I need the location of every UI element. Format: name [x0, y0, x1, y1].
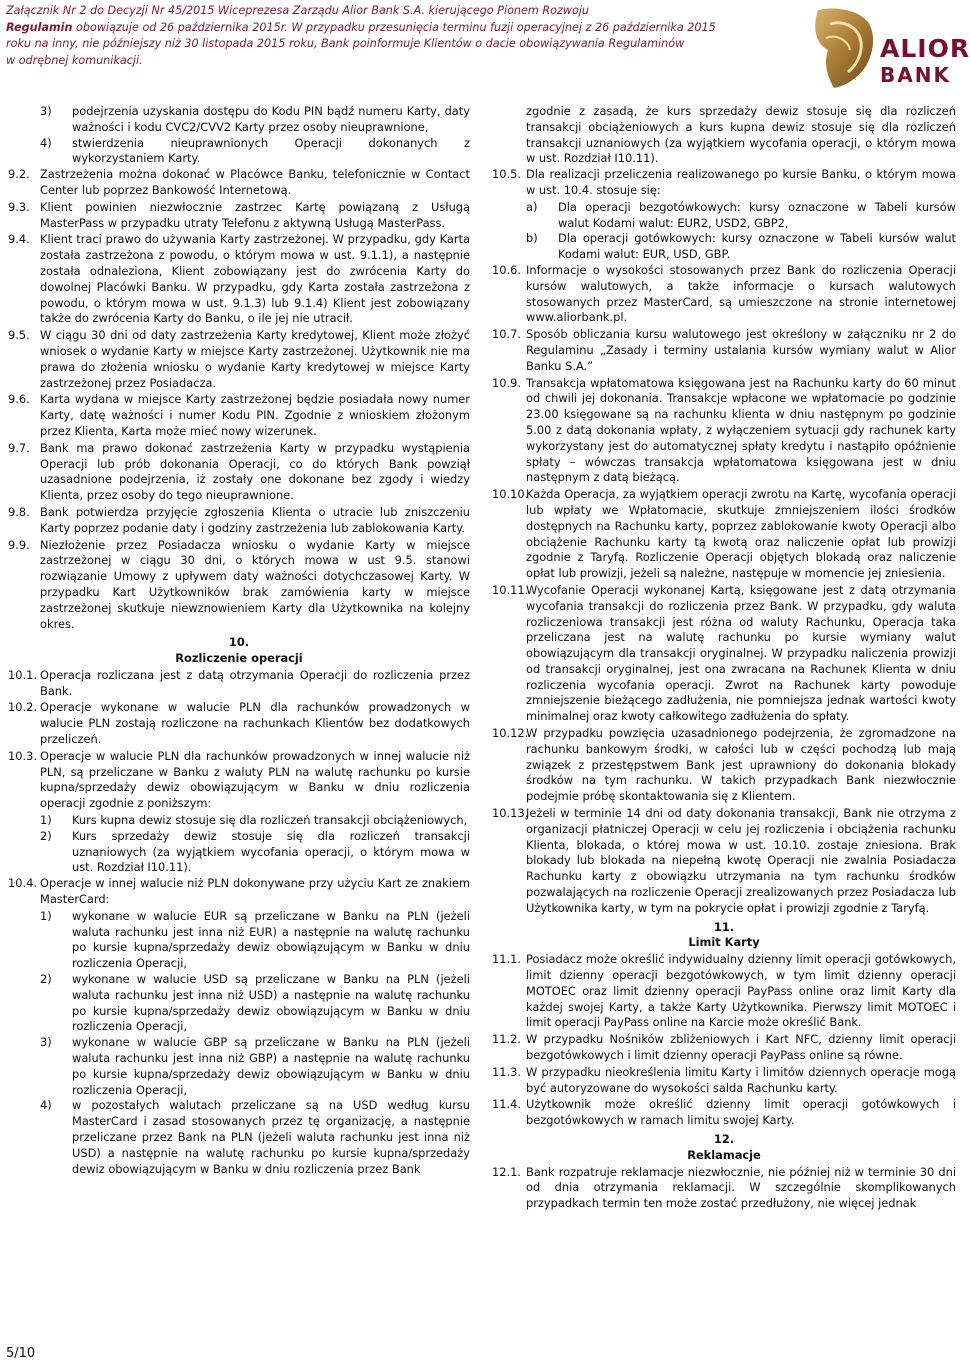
paragraph-number: 9.8. [8, 504, 30, 519]
list-item-number: 1) [40, 813, 52, 828]
paragraph-text: Klient traci prawo do używania Karty zastrzeżonej. W przypadku, gdy Karta została zastrzeżona z powodu, o którym mowa w ust. 9.1.1), a następnie została odnaleziona, Klient zobowiązany jest do zwrócenia Karty do dowolnej Placówki Banku. W przypadku, gdy Karta została zastrzeżona z powodu, o którym mowa w ust. 9.1.3) lub 9.1.4) Klient jest zobowiązany także do zwrócenia Karty do Banku, o ile jej nie utracił. [40, 232, 470, 326]
paragraph-number: 10.4. [8, 876, 37, 891]
header-line-1: Załącznik Nr 2 do Decyzji Nr 45/2015 Wiceprezesa Zarządu Alior Bank S.A. kierującego Pionem Rozwoju [6, 4, 590, 17]
section-title: Reklamacje [687, 1147, 761, 1162]
section-number: 12. [713, 1132, 735, 1146]
left-column [8, 104, 470, 1177]
paragraph-number: 9.7. [8, 440, 30, 455]
paragraph-number: 11.2. [492, 1032, 521, 1047]
paragraph-text: Każda Operacja, za wyjątkiem operacji zwrotu na Kartę, wycofania operacji lub wpłaty we Wpłatomacie, skutkuje zmniejszeniem ilości środków dostępnych na Rachunku karty, poprzez zablokowanie kwoty Operacji albo obciążenie Rachunku karty tą kwotą oraz naliczenie opłat lub prowizji zgodnie z Taryfą. Rozliczenie Operacji objętych blokadą oraz naliczenie opłat lub prowizji, jeżeli są należne, następuje w momencie jej zniesienia. [526, 487, 956, 581]
paragraph [492, 327, 956, 374]
paragraph [8, 749, 470, 812]
list-item-number: 3) [40, 1035, 52, 1050]
paragraph [8, 232, 470, 327]
paragraph-text: Wycofanie Operacji wykonanej Kartą, księgowane jest z datą otrzymania wycofania transakcji do rozliczenia przez Bank. W przypadku, gdy waluta rozliczeniowa transakcji jest różna od waluty Rachunku, Operacja taka przeliczana jest na walutę rachunku po kursie wymiany walut obowiązującym dla transakcji oryginalnej. W przypadku naliczenia prowizji od transakcji oryginalnej, jest ona zwracana na Rachunek Klienta w dniu rozliczenia wycofania operacji. Zwrot na Rachunek karty powoduje zmniejszenie bieżącego zadłużenia, nie pomniejsza jednak wartości kwoty minimalnej oraz kwoty całkowitego zadłużenia do spłaty. [526, 582, 956, 724]
list-item-text: podejrzenia uzyskania dostępu do Kodu PIN bądź numeru Karty, daty ważności i kodu CVC2/CVV2 Karty przez osoby nieuprawnione, [72, 104, 470, 134]
paragraph-number: 10.2. [8, 700, 37, 715]
paragraph [492, 583, 956, 725]
list-item-text: wykonane w walucie USD są przeliczane w Banku na PLN (jeżeli waluta rachunku jest inna niż USD) a następnie na walutę rachunku po kursie kupna/sprzedaży dewiz obowiązującym w Banku w dniu rozliczenia Operacji, [72, 972, 470, 1034]
alior-bank-logo [798, 0, 970, 96]
header-line-2-bold: Regulamin [6, 20, 73, 34]
paragraph-text: Transakcja wpłatomatowa księgowana jest na Rachunku karty do 60 minut od chwili jej dokonania. Transakcje wpłacone we wpłatomacie po godzinie 23.00 księgowane są na rachunku klienta w dniu następnym po godzinie 5.00 z datą dokonania wpłaty, z wyłączeniem sytuacji gdy rachunek karty wykorzystany jest do automatycznej spłaty kredytu i nastąpiło opóźnienie spłaty – wówczas transakcja wpłatomatowa księgowana jest w dniu następnym z datą bieżącą. [526, 375, 956, 485]
paragraph-number: 11.3. [492, 1064, 521, 1079]
section-heading-12 [492, 1132, 956, 1164]
paragraph [8, 328, 470, 391]
paragraph [8, 167, 470, 199]
paragraph-text: Posiadacz może określić indywidualny dzienny limit operacji gotówkowych, limit dzienny operacji bezgotówkowych, w tym limit dzienny operacji MOTOEC oraz limit dzienny operacji PayPass online oraz limit Karty dla każdej swojej Karty, a także Karty Użytkownika. Pierwszy limit MOTOEC i limit operacji PayPass online na Karcie może określić Bank. [526, 952, 956, 1030]
paragraph-text: W przypadku powzięcia uzasadnionego podejrzenia, że zgromadzone na rachunku bankowym środki, w całości lub w części pochodzą lub mają związek z przestępstwem Bank jest uprawniony do dokonania blokady środków na tym rachunku. W takich przypadkach Bank niezwłocznie podejmie próbę skontaktowania się z Klientem. [526, 726, 956, 804]
paragraph [492, 263, 956, 326]
paragraph [492, 1165, 956, 1212]
paragraph-number: 10.11. [492, 582, 529, 597]
paragraph-text: Dla realizacji przeliczenia realizowanego po kursie Banku, o którym mowa w ust. 10.4. stosuje się: [526, 167, 956, 197]
paragraph-text: Bank potwierdza przyjęcie zgłoszenia Klienta o utracie lub zniszczeniu Karty poprzez podanie daty i godziny zastrzeżenia lub zablokowania Karty. [40, 504, 470, 535]
section-heading-10 [8, 635, 470, 667]
alior-emblem-icon [806, 4, 880, 90]
paragraph-number: 9.6. [8, 392, 30, 407]
paragraph-number: 9.9. [8, 537, 30, 552]
logo-word-alior: ALIOR [880, 34, 970, 63]
paragraph [8, 700, 470, 747]
paragraph-number: 10.13. [492, 806, 529, 821]
paragraph-number: 9.5. [8, 328, 30, 343]
right-column [492, 104, 956, 1213]
list-item [8, 1098, 470, 1177]
list-item-number: 4) [40, 135, 52, 150]
list-item [8, 909, 470, 972]
paragraph [492, 1032, 956, 1064]
list-item-number: b) [526, 231, 538, 246]
paragraph-text: Sposób obliczania kursu walutowego jest określony w załączniku nr 2 do Regulaminu „Zasady i terminy ustalania kursów wymiany walut w Alior Banku S.A.” [526, 327, 956, 373]
list-item-number: 4) [40, 1098, 52, 1113]
paragraph-text: W przypadku Nośników zbliżeniowych i Kart NFC, dzienny limit operacji bezgotówkowych i limit dzienny operacji PayPass online są równe. [526, 1032, 956, 1063]
list-item-text: wykonane w walucie GBP są przeliczane w Banku na PLN (jeżeli waluta rachunku jest inna niż GBP) a następnie na walutę rachunku po kursie kupna/sprzedaży dewiz obowiązującym w Banku w dniu rozliczenia Operacji, [72, 1035, 470, 1097]
paragraph [8, 392, 470, 439]
list-item [8, 104, 470, 136]
list-item-text: w pozostałych walutach przeliczane są na USD według kursu MasterCard i zasad stosowanych przez tę organizację, a następnie przeliczane przez Bank na PLN (jeżeli waluta rachunku jest inna niż USD) a następnie na walutę rachunku po kursie kupna/sprzedaży dewiz obowiązującym w Banku w dniu rozliczenia przez Bank [72, 1098, 470, 1176]
continuation-text: zgodnie z zasadą, że kurs sprzedaży dewiz stosuje się dla rozliczeń transakcji obciążeniowych a kurs kupna dewiz stosuje się dla rozliczeń transakcji uznaniowych (za wyjątkiem wycofania operacji, o którym mowa w ust. Rozdział I10.11). [526, 104, 956, 166]
paragraph-text: Bank ma prawo dokonać zastrzeżenia Karty w przypadku wystąpienia Operacji lub prób dokonania Operacji, co do których Bank powziął uzasadnione podejrzenia, iż zostały one dokonane bez zgody i wiedzy Klienta, przez osoby do tego nieuprawnione. [40, 440, 470, 503]
section-heading-11 [492, 920, 956, 952]
list-item-text: Dla operacji bezgotówkowych: kursy oznaczone w Tabeli kursów walut Kodami walut: EUR2, USD2, GBP2, [558, 199, 956, 230]
paragraph [8, 200, 470, 232]
paragraph [492, 376, 956, 487]
header-line-3: roku na inny, nie późniejszy niż 30 listopada 2015 roku, Bank poinformuje Klientów o dacie obowiązywania Regulaminów [6, 37, 685, 50]
paragraph-number: 10.10. [492, 487, 529, 502]
list-item-text: Kurs sprzedaży dewiz stosuje się dla rozliczeń transakcji uznaniowych (za wyjątkiem wycofania operacji, o którym mowa w ust. Rozdział I10.11). [72, 828, 470, 875]
paragraph [8, 441, 470, 504]
page-number: 5/10 [6, 1346, 36, 1361]
paragraph [492, 806, 956, 917]
paragraph [492, 1097, 956, 1129]
paragraph [492, 487, 956, 582]
section-title: Limit Karty [688, 935, 760, 950]
logo-word-bank: BANK [880, 63, 951, 87]
header-notice [6, 3, 786, 69]
paragraph-text: Użytkownik może określić dzienny limit operacji gotówkowych i bezgotówkowych w ramach limitu swojej Karty. [526, 1097, 956, 1128]
section-number: 10. [228, 635, 250, 650]
paragraph [492, 726, 956, 805]
paragraph-text: Operacje w walucie PLN dla rachunków prowadzonych w innej walucie niż PLN, są przeliczane w Banku z waluty PLN na walutę rachunku po kursie kupna/sprzedaży dewiz obowiązującym w Banku w dniu rozliczenia operacji zgodnie z poniższym: [40, 748, 470, 811]
paragraph-number: 10.9. [492, 375, 521, 390]
header-line-4: w odrębnej komunikacji. [6, 53, 143, 67]
section-number: 11. [713, 919, 735, 934]
paragraph-text: Bank rozpatruje reklamacje niezwłocznie, nie później niż w terminie 30 dni od dnia otrzymania reklamacji. W szczególnie skomplikowanych przypadkach termin ten może zostać przedłużony, nie więcej jednak [526, 1164, 956, 1211]
paragraph-number: 10.12. [492, 726, 529, 741]
paragraph [8, 668, 470, 700]
page-header [0, 0, 970, 88]
paragraph [8, 505, 470, 537]
paragraph [8, 876, 470, 908]
paragraph-text: Niezłożenie przez Posiadacza wniosku o wydanie Karty w miejsce zastrzeżonej w ciągu 30 dni, o których mowa w ust 9.5. stanowi rozwiązanie Umowy z upływem daty ważności dotychczasowej Karty. W przypadku Kart Użytkowników brak zamówienia karty w miejsce zastrzeżonej skutkuje niewznowieniem Karty dla Użytkownika na kolejny okres. [40, 537, 470, 631]
paragraph-number: 11.1. [492, 952, 521, 967]
paragraph-text: Klient powinien niezwłocznie zastrzec Kartę powiązaną z Usługą MasterPass w przypadku utraty Telefonu z aktywną Usługą MasterPass. [40, 199, 470, 230]
paragraph-text: W przypadku nieokreślenia limitu Karty i limitów dziennych operacje mogą być autoryzowane do wysokości salda Rachunku karty. [526, 1064, 956, 1095]
paragraph-text: Operacja rozliczana jest z datą otrzymania Operacji do rozliczenia przez Bank. [40, 667, 470, 698]
list-item-number: 2) [40, 828, 52, 843]
list-item [492, 200, 956, 232]
paragraph-number: 10.1. [8, 667, 37, 682]
paragraph-number: 11.4. [492, 1097, 521, 1112]
section-title: Rozliczenie operacji [175, 651, 303, 666]
list-item-text: Kurs kupna dewiz stosuje się dla rozliczeń transakcji obciążeniowych, [72, 813, 468, 828]
list-item [8, 1035, 470, 1098]
paragraph-text: Operacje wykonane w walucie PLN dla rachunków prowadzonych w walucie PLN zostają rozliczone na rachunkach Klientów bez dodatkowych przeliczeń. [40, 700, 470, 747]
paragraph-number: 10.7. [492, 327, 521, 342]
paragraph-text: Jeżeli w terminie 14 dni od daty dokonania transakcji, Bank nie otrzyma z organizacji płatniczej Operacji w celu jej rozliczenia i obciążenia rachunku Klienta, blokada, o której mowa w ust. 10.10. zostaje zniesiona. Brak blokady lub blokada na niepełną kwotę Operacji nie zwalnia Posiadacza Rachunku karty z obowiązku utrzymania na tym rachunku środków pozwalających na rozliczenie Operacji zrealizowanych przez Posiadacza lub Użytkownika karty, w tym na pokrycie opłat i prowizji zgodnie z Taryfą. [526, 806, 956, 915]
list-item [492, 231, 956, 263]
list-item [8, 136, 470, 168]
list-item-text: wykonane w walucie EUR są przeliczane w Banku na PLN (jeżeli waluta rachunku jest inna niż EUR) a następnie na walutę rachunku po kursie kupna/sprzedaży dewiz obowiązującym w Banku w dniu rozliczenia Operacji, [72, 908, 470, 971]
paragraph-text: Zastrzeżenia można dokonać w Placówce Banku, telefonicznie w Contact Center lub poprzez Bankowość Internetową. [40, 167, 470, 197]
paragraph-number: 9.4. [8, 232, 30, 247]
paragraph-number: 10.6. [492, 262, 521, 277]
list-item-text: Dla operacji gotówkowych: kursy oznaczone w Tabeli kursów walut Kodami walut: EUR, USD, GBP. [558, 231, 956, 262]
list-item [8, 972, 470, 1035]
paragraph-number: 9.3. [8, 199, 30, 214]
paragraph-text: Karta wydana w miejsce Karty zastrzeżonej będzie posiadała nowy numer Karty, datę ważności i numer Kodu PIN. Zgodnie z wnioskiem złożonym przez Klienta, Karta może mieć nowy wizerunek. [40, 392, 470, 438]
paragraph-text: Operacje w innej walucie niż PLN dokonywane przy użyciu Kart ze znakiem MasterCard: [40, 876, 470, 907]
list-item-text: stwierdzenia nieuprawnionych Operacji dokonanych z wykorzystaniem Karty. [72, 135, 470, 166]
header-line-2 [6, 20, 786, 37]
list-item-number: 3) [40, 104, 52, 118]
list-item-number: a) [526, 199, 538, 214]
paragraph-text: Informacje o wysokości stosowanych przez Bank do rozliczenia Operacji kursów walutowych, a także informacje o kursach walutowych stosowanych przez MasterCard, są umieszczone na stronie internetowej www.aliorbank.pl. [526, 262, 956, 325]
list-item-number: 1) [40, 908, 52, 923]
paragraph-number: 12.1. [492, 1164, 521, 1179]
paragraph [492, 1065, 956, 1097]
paragraph [492, 952, 956, 1031]
paragraph-number: 10.5. [492, 167, 521, 182]
paragraph [492, 167, 956, 199]
paragraph-text: W ciągu 30 dni od daty zastrzeżenia Karty kredytowej, Klient może złożyć wniosek o wydanie Karty w miejsce Karty zastrzeżonej. Użytkownik nie ma prawa do złożenia wniosku o wydanie Karty kredytowej w miejsce Karty zastrzeżonej przez Posiadacza. [40, 328, 470, 390]
header-line-2-rest: obowiązuje od 26 października 2015r. W przypadku przesunięcia terminu fuzji operacyjnej z 26 października 2015 [72, 20, 716, 34]
list-item-number: 2) [40, 972, 52, 987]
list-item [8, 829, 470, 876]
paragraph-number: 10.3. [8, 748, 37, 763]
paragraph [8, 538, 470, 633]
paragraph-number: 9.2. [8, 167, 30, 182]
list-item [8, 813, 470, 829]
